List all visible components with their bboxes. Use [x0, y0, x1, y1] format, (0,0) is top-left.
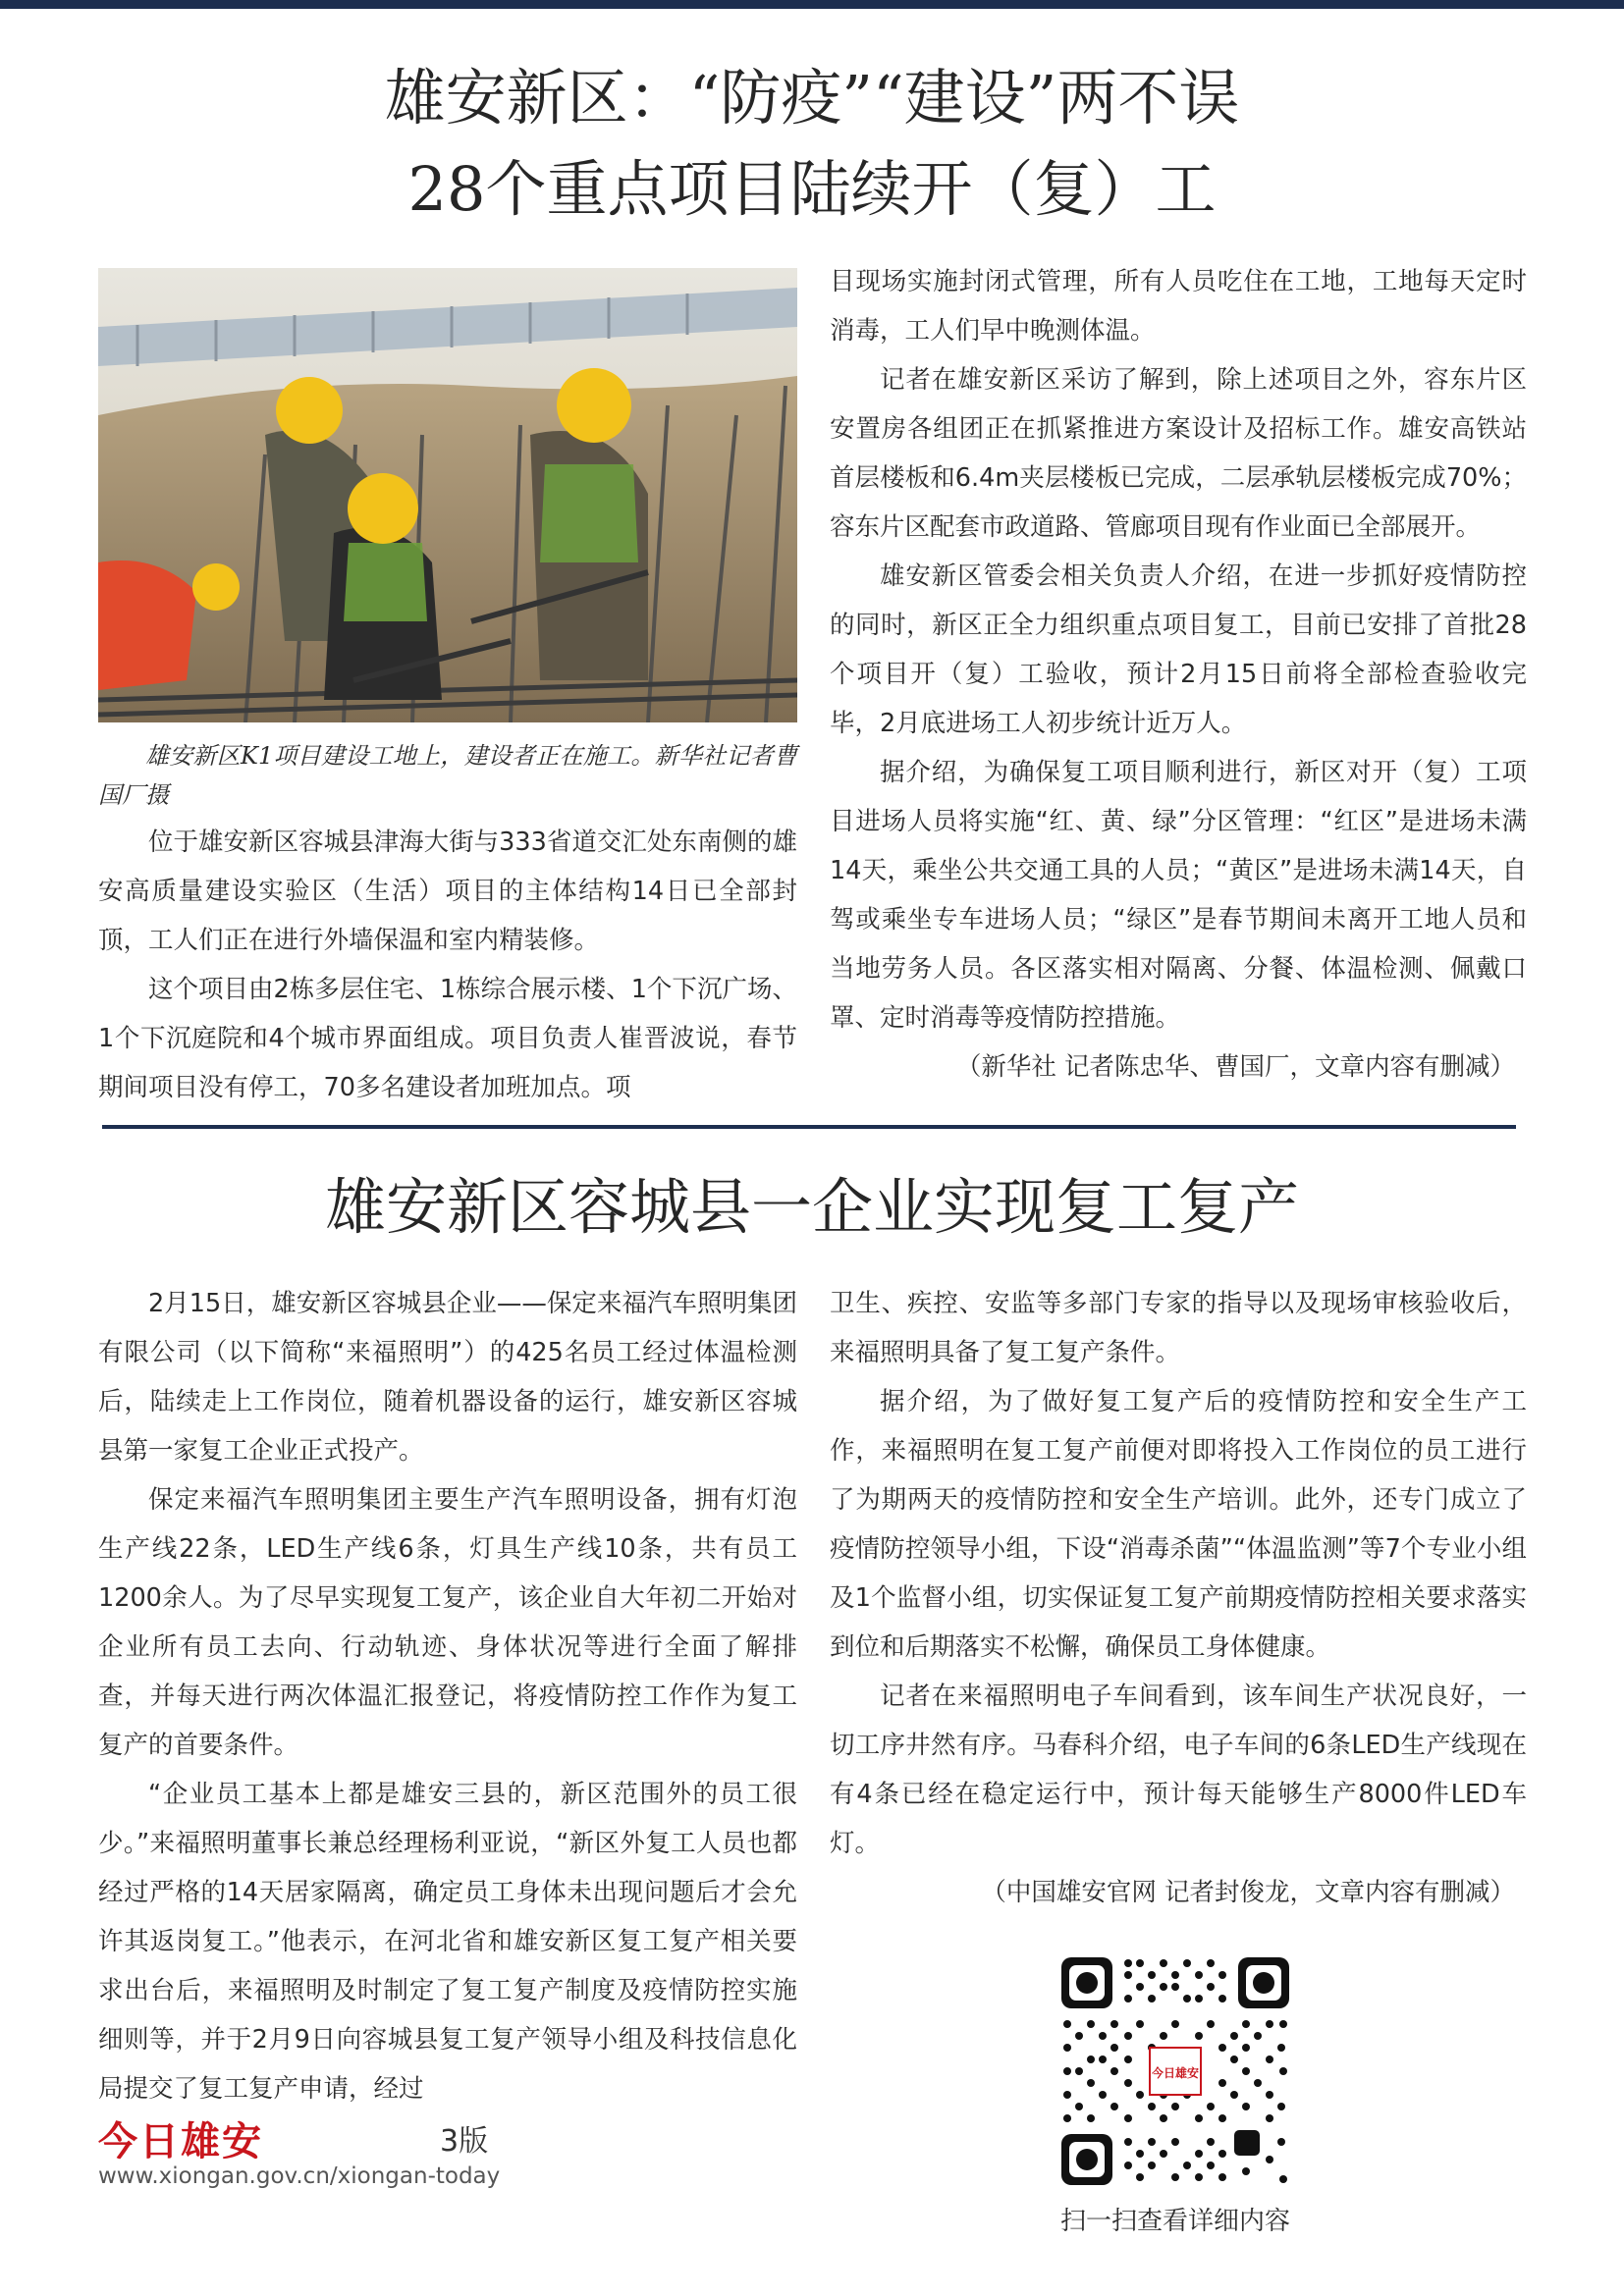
- paragraph: 据介绍，为了做好复工复产后的疫情防控和安全生产工作，来福照明在复工复产前便对即将投入工作岗位的员工进行了为期两天的疫情防控和安全生产培训。此外，还专门成立了疫情防控领导小组，下设“消毒杀菌”“体温监测”等7个专业小组及1个监督小组，切实保证复工复产前期疫情防控相关要求落实到位和后期落实不松懈，确保员工身体健康。: [830, 1387, 1527, 1662]
- paragraph: 位于雄安新区容城县津海大街与333省道交汇处东南侧的雄安高质量建设实验区（生活）项目的主体结构14日已全部封顶，工人们正在进行外墙保温和室内精装修。: [98, 828, 797, 955]
- paragraph-continuation: 卫生、疾控、安监等多部门专家的指导以及现场审核验收后，来福照明具备了复工复产条件。: [830, 1289, 1527, 1367]
- brand-logo: 今日雄安: [98, 2118, 263, 2164]
- top-color-bar: [0, 0, 1624, 9]
- page-number: 3版: [440, 2124, 489, 2159]
- article2-right-column: [830, 1279, 1527, 1917]
- article2-left-column: [98, 1279, 797, 2113]
- article1-left-column: [98, 818, 797, 1112]
- paragraph: 保定来福汽车照明集团主要生产汽车照明设备，拥有灯泡生产线22条，LED生产线6条，灯具生产线10条，共有员工1200余人。为了尽早实现复工复产，该企业自大年初二开始对企业所有员工去向、行动轨迹、身体状况等进行全面了解排查，并每天进行两次体温汇报登记，将疫情防控工作作为复工复产的首要条件。: [98, 1485, 797, 1760]
- article1-credit: （新华社 记者陈忠华、曹国厂，文章内容有删减）: [955, 1052, 1515, 1082]
- article2-credit: （中国雄安官网 记者封俊龙，文章内容有删减）: [981, 1878, 1515, 1907]
- paragraph: 据介绍，为确保复工项目顺利进行，新区对开（复）工项目进场人员将实施“红、黄、绿”分区管理：“红区”是进场未满14天，乘坐公共交通工具的人员；“黄区”是进场未满14天，自驾或乘坐专车进场人员；“绿区”是春节期间未离开工地人员和当地劳务人员。各区落实相对隔离、分餐、体温检测、佩戴口罩、定时消毒等疫情防控措施。: [830, 758, 1527, 1033]
- qr-code-icon: [1057, 1953, 1293, 2189]
- qr-code[interactable]: [1057, 1953, 1293, 2189]
- paragraph: 记者在雄安新区采访了解到，除上述项目之外，容东片区安置房各组团正在抓紧推进方案设计及招标工作。雄安高铁站首层楼板和6.4m夹层楼板已完成，二层承轨层楼板完成70%；容东片区配套市政道路、管廊项目现有作业面已全部展开。: [830, 365, 1527, 542]
- paragraph: “企业员工基本上都是雄安三县的，新区范围外的员工很少。”来福照明董事长兼总经理杨利亚说，“新区外复工人员也都经过严格的14天居家隔离，确定员工身体未出现问题后才会允许其返岗复工。”他表示，在河北省和雄安新区复工复产相关要求出台后，来福照明及时制定了复工复产制度及疫情防控实施细则等，并于2月9日向容城县复工复产领导小组及科技信息化局提交了复工复产申请，经过: [98, 1780, 797, 2104]
- construction-photo-illustration: [98, 268, 797, 722]
- article1-headline-line2: 28个重点项目陆续开（复）工: [407, 153, 1217, 225]
- construction-site-photo: [98, 268, 797, 722]
- paragraph: 这个项目由2栋多层住宅、1栋综合展示楼、1个下沉广场、1个下沉庭院和4个城市界面组成。项目负责人崔晋波说，春节期间项目没有停工，70多名建设者加班加点。项: [98, 975, 797, 1102]
- paragraph: 2月15日，雄安新区容城县企业——保定来福汽车照明集团有限公司（以下简称“来福照明”）的425名员工经过体温检测后，陆续走上工作岗位，随着机器设备的运行，雄安新区容城县第一家复工企业正式投产。: [98, 1289, 797, 1466]
- qr-scan-label: 扫一扫查看详细内容: [1059, 2207, 1290, 2236]
- qr-center-label: 今日雄安: [1151, 2066, 1200, 2080]
- article1-headline-line1: 雄安新区：“防疫”“建设”两不误: [384, 62, 1240, 133]
- article2-headline: 雄安新区容城县一企业实现复工复产: [324, 1171, 1299, 1243]
- section-divider: [102, 1125, 1516, 1129]
- photo-caption: 雄安新区K1项目建设工地上，建设者正在施工。新华社记者曹国厂摄: [98, 742, 797, 809]
- paragraph: 记者在来福照明电子车间看到，该车间生产状况良好，一切工序井然有序。马春科介绍，电子车间的6条LED生产线现在有4条已经在稳定运行中，预计每天能够生产8000件LED车灯。: [830, 1682, 1527, 1858]
- paragraph-continuation: 目现场实施封闭式管理，所有人员吃住在工地，工地每天定时消毒，工人们早中晚测体温。: [830, 267, 1527, 346]
- site-url[interactable]: www.xiongan.gov.cn/xiongan-today: [98, 2163, 501, 2189]
- paragraph: 雄安新区管委会相关负责人介绍，在进一步抓好疫情防控的同时，新区正全力组织重点项目复工，目前已安排了首批28个项目开（复）工验收，预计2月15日前将全部检查验收完毕，2月底进场工人初步统计近万人。: [830, 561, 1527, 738]
- article1-right-column: [830, 257, 1527, 1092]
